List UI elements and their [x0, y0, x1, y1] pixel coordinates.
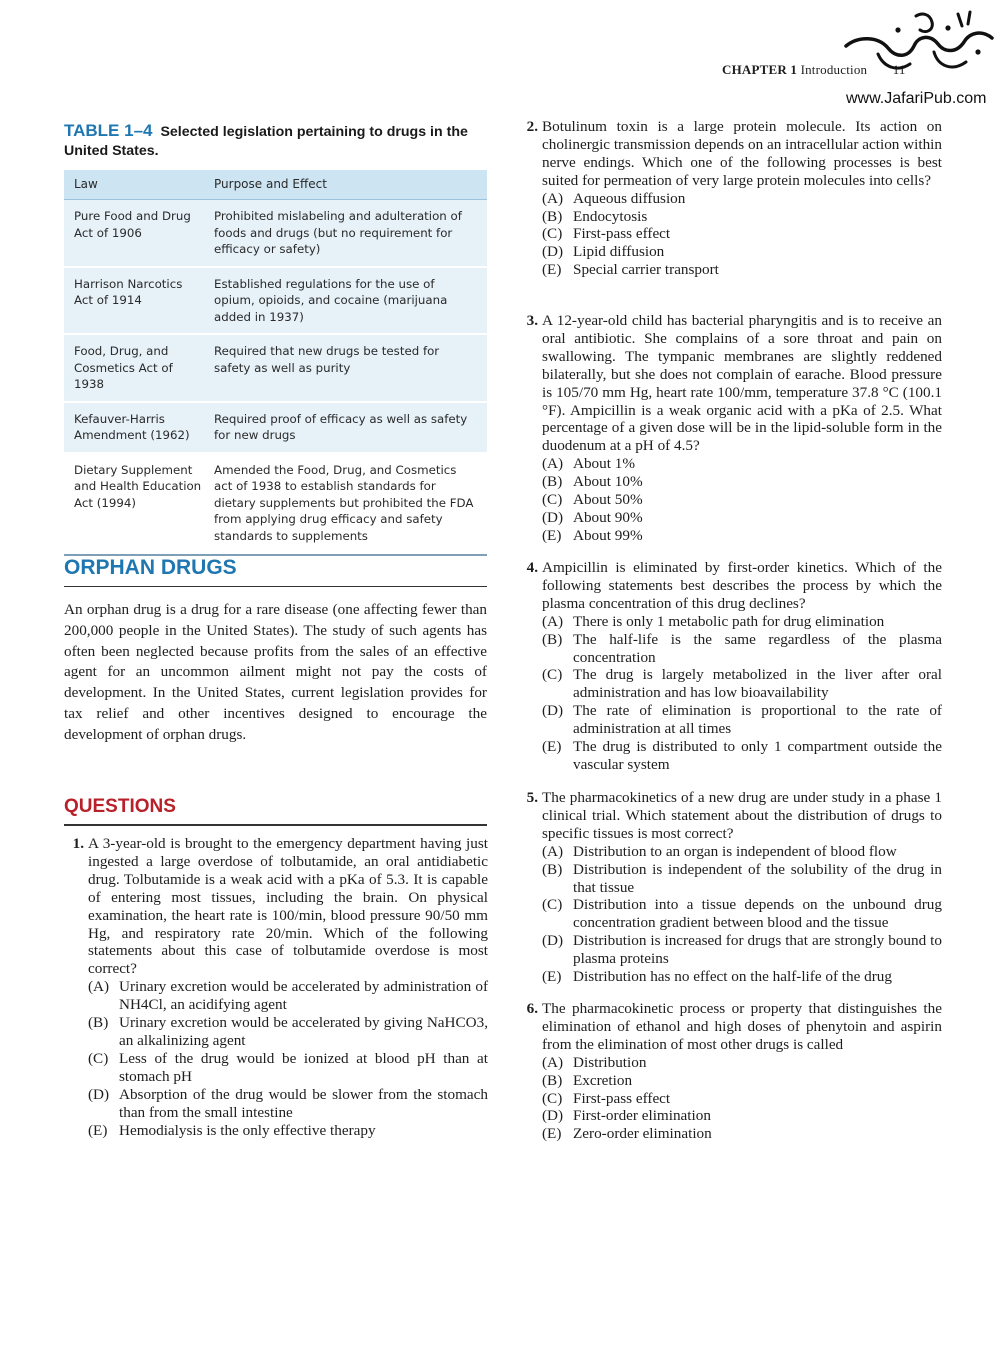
question-stem: A 3-year-old is brought to the emergency department having just ingested a large overdose of tolbutamide, an oral antidiabetic drug. Tolbutamide is a weak acid with a pKa of 5.3. It is capable of entering most tissues, including the brain. On physical examination, the heart rate is 100/min, blood pressure 90/50 mm Hg, and respiratory rate 20/min. Which of the following statements about this case of tolbutamide overdose is most correct?: [88, 835, 488, 978]
option-label: (B): [542, 1071, 563, 1089]
page-number: 11: [892, 62, 906, 77]
answer-option: [88, 1086, 488, 1122]
answer-option: [88, 978, 488, 1014]
answer-option: [542, 491, 942, 509]
question-number: 2.: [526, 118, 538, 135]
option-label: (C): [88, 1049, 109, 1067]
question-4: [520, 559, 942, 774]
option-text: Urinary excretion would be accelerated by administration of NH4Cl, an acidifying agent: [119, 978, 488, 1014]
option-text: There is only 1 metabolic path for drug elimination: [573, 612, 885, 630]
answer-option: [542, 1090, 942, 1108]
orphan-drugs-heading: ORPHAN DRUGS: [64, 556, 487, 587]
option-label: (D): [542, 1107, 564, 1125]
option-label: (A): [542, 189, 564, 207]
option-text: Special carrier transport: [573, 261, 719, 279]
option-label: (B): [542, 207, 563, 225]
purpose-cell: Required that new drugs be tested for safety as well as purity: [214, 344, 440, 375]
option-label: (D): [542, 243, 564, 261]
option-label: (A): [88, 978, 110, 996]
question-stem: The pharmacokinetics of a new drug are under study in a phase 1 clinical trial. Which statement about the distribution of drugs to specific tissues is most correct?: [542, 789, 942, 842]
option-label: (A): [542, 612, 564, 630]
option-text: Endocytosis: [573, 207, 648, 225]
option-label: (A): [542, 455, 564, 473]
option-label: (D): [88, 1085, 110, 1103]
table-row: [64, 200, 487, 268]
option-text: Less of the drug would be ionized at blood pH than at stomach pH: [119, 1049, 488, 1085]
option-text: First-order elimination: [573, 1107, 711, 1125]
law-cell: Dietary Supplement and Health Education Act (1994): [74, 462, 202, 510]
answer-option: [542, 861, 942, 897]
calligraphy-logo-icon: [838, 6, 998, 86]
answer-option: [542, 473, 942, 491]
purpose-cell: Required proof of efficacy as well as safety for new drugs: [214, 411, 468, 442]
question-number: 1.: [72, 835, 84, 852]
legislation-table: [64, 170, 487, 556]
option-label: (E): [542, 738, 562, 756]
option-label: (B): [542, 630, 563, 648]
table-row: [64, 268, 487, 336]
question-number: 5.: [526, 789, 538, 806]
question-stem: Ampicillin is eliminated by first-order kinetics. Which of the following statements best describes the process by which the plasma concentration of this drug declines?: [542, 559, 942, 612]
answer-option: [542, 932, 942, 968]
option-text: First-pass effect: [573, 1089, 671, 1107]
question-stem: A 12-year-old child has bacterial pharyngitis and is to receive an oral antibiotic. She complains of a sore throat and pain on swallowing. The tympanic membranes are slightly reddened bilaterally, but she does not complain of earache. Blood pressure is 105/70 mm Hg, heart rate 100/mm, temperature 37.8 °C (100.1 °F). Ampicillin is a weak organic acid with a pKa of 2.5. What percentage of a given dose will be in the lipid-soluble form in the duodenum at a pH of 4.5?: [542, 312, 942, 455]
option-text: About 90%: [573, 508, 643, 526]
option-text: Aqueous diffusion: [573, 189, 686, 207]
question-5: [520, 789, 942, 986]
questions-rule: [64, 824, 487, 826]
option-label: (E): [542, 526, 562, 544]
publisher-website: www.JafariPub.com: [846, 90, 987, 107]
option-text: Distribution to an organ is independent of blood flow: [573, 842, 897, 860]
option-label: (E): [542, 261, 562, 279]
option-label: (B): [88, 1014, 109, 1032]
law-cell: Food, Drug, and Cosmetics Act of 1938: [74, 344, 173, 391]
answer-option: [542, 455, 942, 473]
option-text: The drug is distributed to only 1 compartment outside the vascular system: [573, 738, 942, 773]
question-6: [520, 1000, 942, 1143]
question-1: [66, 835, 488, 1139]
option-label: (C): [542, 896, 563, 914]
table-header-row: [64, 170, 487, 200]
answer-option: [542, 1125, 942, 1143]
answer-option: [542, 631, 942, 667]
option-label: (A): [542, 1053, 564, 1071]
answer-option: [542, 527, 942, 545]
law-cell: Pure Food and Drug Act of 1906: [74, 209, 191, 240]
question-number: 6.: [526, 1000, 538, 1017]
option-text: Distribution into a tissue depends on the unbound drug concentration gradient between blood and the tissue: [573, 896, 942, 932]
option-text: The drug is largely metabolized in the liver after oral administration and has low bioavailability: [573, 666, 942, 702]
option-label: (C): [542, 1089, 563, 1107]
option-text: First-pass effect: [573, 225, 671, 243]
option-text: Distribution is increased for drugs that are strongly bound to plasma proteins: [573, 932, 942, 968]
answer-option: [542, 208, 942, 226]
table-caption-text: Selected legislation pertaining to drugs in the United States.: [64, 124, 468, 159]
option-text: About 10%: [573, 473, 643, 491]
option-label: (D): [542, 932, 564, 950]
option-label: (D): [542, 702, 564, 720]
option-label: (C): [542, 491, 563, 509]
table-label: TABLE 1–4: [64, 121, 153, 140]
option-text: About 99%: [573, 526, 643, 544]
answer-option: [542, 225, 942, 243]
question-3: [520, 312, 942, 545]
purpose-cell: Amended the Food, Drug, and Cosmetics act of 1938 to establish standards for dietary supplements but prohibited the FDA from applying drug efficacy and safety standards to supplements: [214, 462, 474, 543]
answer-option: [88, 1122, 488, 1140]
answer-option: [542, 896, 942, 932]
option-label: (C): [542, 666, 563, 684]
option-text: The rate of elimination is proportional to the rate of administration at all times: [573, 702, 942, 738]
orphan-drugs-paragraph: An orphan drug is a drug for a rare disease (one affecting fewer than 200,000 people in the United States). The study of such agents has often been neglected because profits from the sales of an effective agent for an uncommon ailment might not pay the costs of development. In the United States, current legislation provides for tax relief and other incentives designed to encourage the development of orphan drugs.: [64, 601, 487, 743]
option-label: (A): [542, 842, 564, 860]
option-text: Excretion: [573, 1071, 633, 1089]
question-number: 3.: [526, 312, 538, 329]
option-text: The half-life is the same regardless of the plasma concentration: [573, 630, 942, 666]
answer-option: [88, 1050, 488, 1086]
column-header-purpose: Purpose and Effect: [214, 177, 327, 192]
answer-option: [542, 1054, 942, 1072]
law-cell: Kefauver-Harris Amendment (1962): [74, 411, 190, 442]
question-number: 4.: [526, 559, 538, 576]
table-row: [64, 335, 487, 403]
option-text: Absorption of the drug would be slower from the stomach than from the small intestine: [119, 1085, 488, 1121]
law-cell: Harrison Narcotics Act of 1914: [74, 276, 183, 307]
answer-option: [542, 243, 942, 261]
answer-option: [88, 1014, 488, 1050]
answer-option: [542, 843, 942, 861]
answer-option: [542, 190, 942, 208]
question-2: [520, 118, 942, 279]
answer-option: [542, 702, 942, 738]
option-label: (E): [542, 968, 562, 986]
table-row: [64, 403, 487, 454]
publisher-logo: [838, 6, 998, 106]
option-label: (E): [542, 1125, 562, 1143]
option-text: About 1%: [573, 455, 636, 473]
answer-option: [542, 613, 942, 631]
option-text: Urinary excretion would be accelerated by giving NaHCO3, an alkalinizing agent: [119, 1014, 488, 1049]
option-text: About 50%: [573, 491, 643, 509]
option-text: Distribution has no effect on the half-life of the drug: [573, 968, 892, 986]
column-header-law: Law: [74, 177, 98, 192]
purpose-cell: Prohibited mislabeling and adulteration of foods and drugs (but no requirement for efficacy or safety): [214, 209, 462, 256]
answer-option: [542, 968, 942, 986]
question-stem: The pharmacokinetic process or property that distinguishes the elimination of ethanol and high doses of phenytoin and aspirin from the elimination of most other drugs is called: [542, 1000, 942, 1053]
option-label: (B): [542, 860, 563, 878]
option-label: (D): [542, 508, 564, 526]
answer-option: [542, 509, 942, 527]
table-row: [64, 454, 487, 555]
answer-option: [542, 261, 942, 279]
option-text: Zero-order elimination: [573, 1125, 712, 1143]
chapter-title: Introduction: [800, 62, 868, 77]
option-text: Hemodialysis is the only effective therapy: [119, 1121, 376, 1139]
option-text: Lipid diffusion: [573, 243, 665, 261]
table-caption: [64, 121, 494, 161]
option-text: Distribution is independent of the solubility of the drug in that tissue: [573, 860, 942, 896]
question-stem: Botulinum toxin is a large protein molecule. Its action on cholinergic transmission depends on an intracellular action within nerve endings. Which one of the following processes is best suited for permeation of very large protein molecules into cells?: [542, 118, 942, 189]
answer-option: [542, 1072, 942, 1090]
option-text: Distribution: [573, 1053, 647, 1071]
option-label: (E): [88, 1121, 108, 1139]
chapter-label: CHAPTER 1: [722, 62, 798, 77]
option-label: (B): [542, 473, 563, 491]
answer-option: [542, 738, 942, 774]
answer-option: [542, 1107, 942, 1125]
purpose-cell: Established regulations for the use of opium, opioids, and cocaine (marijuana added in 1937): [214, 276, 448, 324]
option-label: (C): [542, 225, 563, 243]
questions-heading: QUESTIONS: [64, 796, 176, 817]
answer-option: [542, 666, 942, 702]
